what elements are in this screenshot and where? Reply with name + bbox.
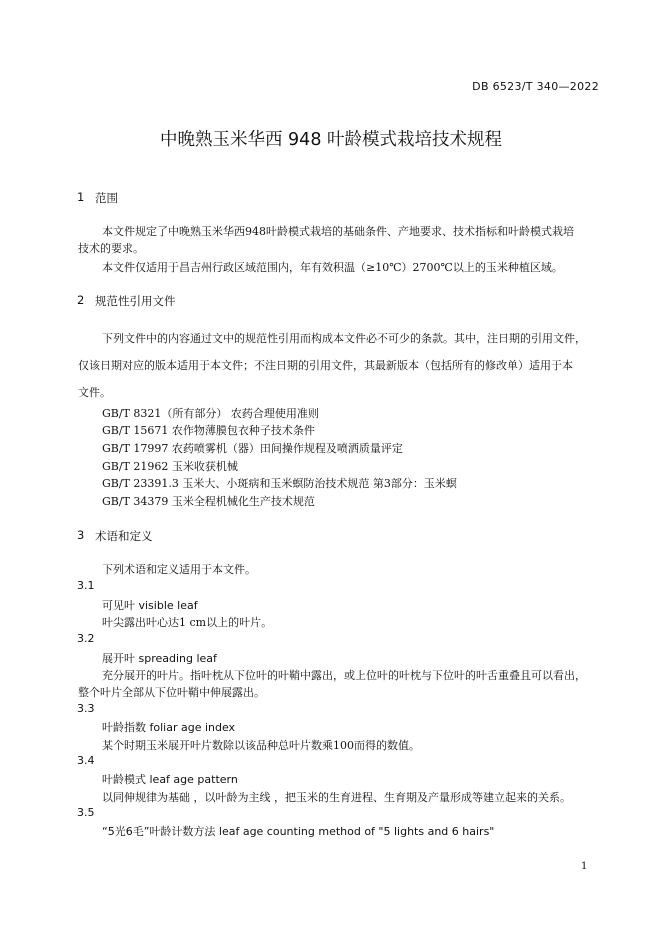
term-name: 叶龄指数 foliar age index bbox=[102, 721, 236, 734]
term-definition: 某个时期玉米展开叶片数除以该品种总叶片数乘100而得的数值。 bbox=[102, 739, 420, 752]
term-definition: 充分展开的叶片。指叶枕从下位叶的叶鞘中露出，或上位叶的叶枕与下位叶的叶舌重叠且可以看出， bbox=[102, 669, 586, 682]
reference-item: GB/T 34379 玉米全程机械化生产技术规范 bbox=[102, 495, 315, 508]
section-3-heading: 术语和定义 bbox=[95, 529, 153, 543]
section-3-number: 3 bbox=[77, 528, 85, 542]
page-number: 1 bbox=[581, 861, 588, 872]
section-1-paragraph-2: 本文件仅适用于昌吉州行政区域范围内，年有效积温（≥10℃）2700℃以上的玉米种植区域。 bbox=[102, 261, 563, 274]
term-number: 3.3 bbox=[77, 702, 95, 715]
term-name: 展开叶 spreading leaf bbox=[102, 652, 217, 665]
section-1-paragraph-1-line-2: 技术的要求。 bbox=[78, 242, 144, 255]
term-number: 3.5 bbox=[77, 806, 95, 819]
reference-item: GB/T 23391.3 玉米大、小斑病和玉米螟防治技术规范 第3部分：玉米螟 bbox=[102, 477, 457, 490]
section-2-intro-line-1: 下列文件中的内容通过文中的规范性引用而构成本文件必不可少的条款。其中，注日期的引用文件， bbox=[102, 332, 586, 345]
term-number: 3.1 bbox=[77, 579, 95, 592]
section-2-number: 2 bbox=[77, 293, 85, 307]
reference-item: GB/T 8321（所有部分） 农药合理使用准则 bbox=[102, 407, 319, 420]
term-definition: 整个叶片全部从下位叶鞘中伸展露出。 bbox=[78, 686, 265, 699]
term-number: 3.4 bbox=[77, 754, 95, 767]
section-3-intro: 下列术语和定义适用于本文件。 bbox=[102, 563, 256, 576]
section-2-intro-line-2: 仅该日期对应的版本适用于本文件；不注日期的引用文件，其最新版本（包括所有的修改单）适用于本 bbox=[78, 359, 573, 372]
section-2-intro-line-3: 文件。 bbox=[78, 386, 111, 399]
reference-item: GB/T 17997 农药喷雾机（器）田间操作规程及喷洒质量评定 bbox=[102, 442, 403, 455]
term-definition: 以同伸规律为基础 ，以叶龄为主线 ，把玉米的生育进程、生育期及产量形成等建立起来的关系。 bbox=[102, 791, 571, 804]
section-1-number: 1 bbox=[77, 190, 85, 204]
term-name: “5光6毛”叶龄计数方法 leaf age counting method of "5 lights and 6 hairs" bbox=[102, 825, 495, 838]
term-name: 叶龄模式 leaf age pattern bbox=[102, 773, 238, 786]
term-number: 3.2 bbox=[77, 632, 95, 645]
term-definition: 叶尖露出叶心达1 cm以上的叶片。 bbox=[102, 616, 273, 629]
section-1-paragraph-1-line-1: 本文件规定了中晚熟玉米华西948叶龄模式栽培的基础条件、产地要求、技术指标和叶龄模式栽培 bbox=[102, 225, 574, 238]
document-title: 中晚熟玉米华西 948 叶龄模式栽培技术规程 bbox=[159, 130, 503, 150]
section-1-heading: 范围 bbox=[95, 191, 118, 205]
standard-code: DB 6523/T 340—2022 bbox=[472, 80, 599, 93]
reference-item: GB/T 15671 农作物薄膜包衣种子技术条件 bbox=[102, 424, 315, 437]
section-2-heading: 规范性引用文件 bbox=[95, 294, 176, 308]
term-name: 可见叶 visible leaf bbox=[102, 599, 198, 612]
reference-item: GB/T 21962 玉米收获机械 bbox=[102, 460, 238, 473]
